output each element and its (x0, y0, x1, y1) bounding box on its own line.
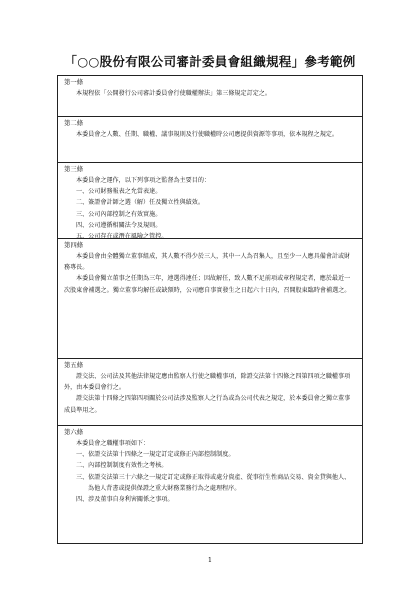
article-heading: 第三條 (64, 165, 84, 173)
list-item: 一、公司財務報表之允當表達。 (76, 188, 162, 196)
article-heading: 第四條 (64, 241, 84, 249)
list-item: 四、涉及董事自身利害關係之事項。 (76, 496, 174, 504)
article-heading: 第六條 (64, 428, 84, 436)
regulation-table (57, 75, 363, 544)
document-title: 「○○股份有限公司審計委員會組織規程」參考範例 (64, 54, 356, 69)
article-intro: 本委員會之運作，以下列事項之監督為主要目的： (76, 177, 211, 184)
section-article-4 (58, 238, 362, 358)
article-paragraph: 證交法、公司法及其他法律規定應由監察人行使之職權事項，除證交法第十四條之四第四項之職權事項外，由本委員會行之。 (64, 373, 351, 392)
section-article-3 (58, 162, 362, 241)
list-item: 四、公司遵循相關法令及規則。 (76, 221, 162, 229)
list-item: 三、公司內部控制之有效實施。 (76, 210, 162, 218)
section-article-6 (58, 425, 362, 543)
article-paragraph: 本委員會獨立董事之任期為三年，連選得連任；因故解任，致人數不足前項或章程規定者，應於最近一次股東會補選之。獨立董事均解任或缺額時，公司應自事實發生之日起六十日內，召開股東臨時會補選之。 (64, 275, 351, 294)
article-paragraph: 本委員會由全體獨立董事組成，其人數不得少於三人，其中一人為召集人，且至少一人應具備會計或財務專長。 (64, 253, 351, 272)
list-item: 五、公司存在或潛在風險之管控。 (76, 233, 168, 241)
section-article-2 (58, 116, 362, 162)
list-item: 二、簽證會計師之選（解）任及獨立性與績效。 (76, 199, 204, 207)
article-heading: 第一條 (64, 78, 84, 86)
page-number: 1 (207, 556, 213, 564)
article-heading: 第五條 (64, 361, 84, 369)
article-paragraph: 證交法第十四條之四第四項關於公司法涉及監察人之行為或為公司代表之規定，於本委員會之獨立董事成員準用之。 (64, 395, 351, 414)
article-paragraph: 本規程依「公開發行公司審計委員會行使職權辦法」第三條規定訂定之。 (76, 90, 271, 97)
list-item: 二、內部控制制度有效性之考核。 (76, 462, 168, 470)
article-heading: 第二條 (64, 119, 84, 127)
section-article-1 (58, 76, 362, 116)
section-article-5 (58, 358, 362, 425)
list-item: 一、依證交法第十四條之一規定訂定或修正內部控制制度。 (76, 451, 235, 459)
list-item: 三、依證交法第三十六條之一規定訂定或修正取得或處分資產、從事衍生性商品交易、資金貸與他人、為他人背書或提供保證之重大財務業務行為之處理程序。 (76, 473, 351, 492)
article-paragraph: 本委員會之人數、任期、職權、議事規則及行使職權時公司應提供資源等事項，依本規程之規定。 (76, 131, 339, 138)
article-intro: 本委員會之職權事項如下： (76, 440, 150, 447)
